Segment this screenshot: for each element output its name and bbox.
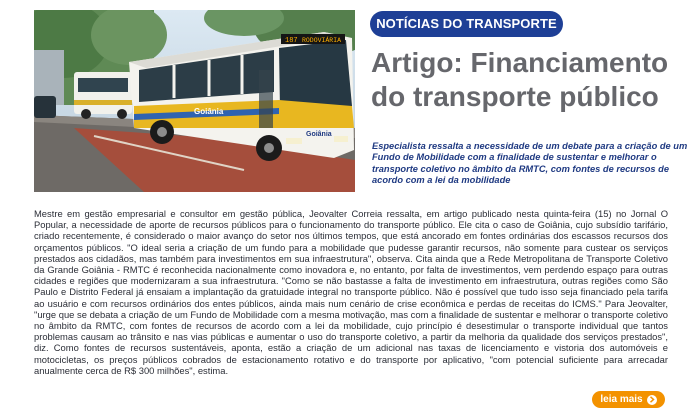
article-title[interactable]: Artigo: Financiamento do transporte público: [371, 47, 669, 112]
article-photo-bus: [34, 10, 355, 192]
chevron-right-icon: [647, 395, 657, 405]
bus-front-logo: Goiânia: [306, 131, 332, 138]
bus-side-logo: Goiânia: [194, 107, 224, 116]
read-more-button[interactable]: [592, 391, 665, 408]
read-more-label: leia mais: [600, 394, 643, 405]
article-subtitle: Especialista ressalta a necessidade de um debate para a criação de um Fundo de Mobilidade com a finalidade de sustentar e melhorar o transporte coletivo no âmbito da RMTC, com fontes de recursos de acordo com a lei da mobilidade: [372, 141, 688, 186]
article-body: Mestre em gestão empresarial e consultor em gestão pública, Jeovalter Correia ressalta, em artigo publicado nesta quinta-feira (15) no Jornal O Popular, a necessidade de aporte de recursos públicos para o funcionamento do transporte público. Ele cita o caso de Goiânia, cujo subsídio tarifário, criado recentemente, é considerado o maior avanço do setor nos últimos tempos, que está ancorado em fontes ordinárias dos escassos recursos dos orçamentos públicos. "O ideal seria a criação de um fundo para a mobilidade que pudesse garantir recursos, não somente para custear os serviços prestados aos cidadãos, mas também para investimentos em sua infraestrutura", observa. Cita ainda que a Rede Metropolitana de Transporte Coletivo da Grande Goiânia - RMTC é reconhecida nacionalmente como inovadora e, no entanto, por falta de investimentos, vem perdendo espaço para outras cidades e regiões que modernizaram a sua infraestrutura. "Como se não bastasse a falta de investimento em infraestrutura, outras regiões como São Paulo e Distrito Federal já ensaiam a implantação da gratuidade integral no transporte público. Não é possível que tudo isso seja financiado pela tarifa ao usuário e com recursos ordinários dos entes públicos, ainda mais num cenário de crise econômica e perdas de receitas do ICMS." Para Jeovalter, "urge que se debata a criação de um Fundo de Mobilidade com a mesma motivação, mas com a finalidade de sustentar e melhorar o transporte coletivo no âmbito da RMTC, com fontes de recursos de acordo com a lei da mobilidade, cujo princípio é desestimular o transporte individual que tantos problemas causam ao trânsito e nas vias públicas e aumentar o uso do transporte coletivo, a partir da melhoria da qualidade dos serviços prestados", diz. Como fontes de recursos sustentáveis, aponta, estão a criação de um adicional nas taxas de licenciamento e vistoria dos automóveis e motocicletas, os preços públicos cobrados de estacionamento rotativo e do transporte por aplicativo, "com potencial suficiente para arrecadar anualmente cerca de R$ 300 milhões", estima.: [34, 208, 668, 376]
category-badge[interactable]: NOTÍCIAS DO TRANSPORTE: [370, 11, 563, 37]
bus-route-sign: 187: [285, 37, 298, 45]
bus-route-destination: RODOVIÁRIA: [302, 37, 342, 44]
